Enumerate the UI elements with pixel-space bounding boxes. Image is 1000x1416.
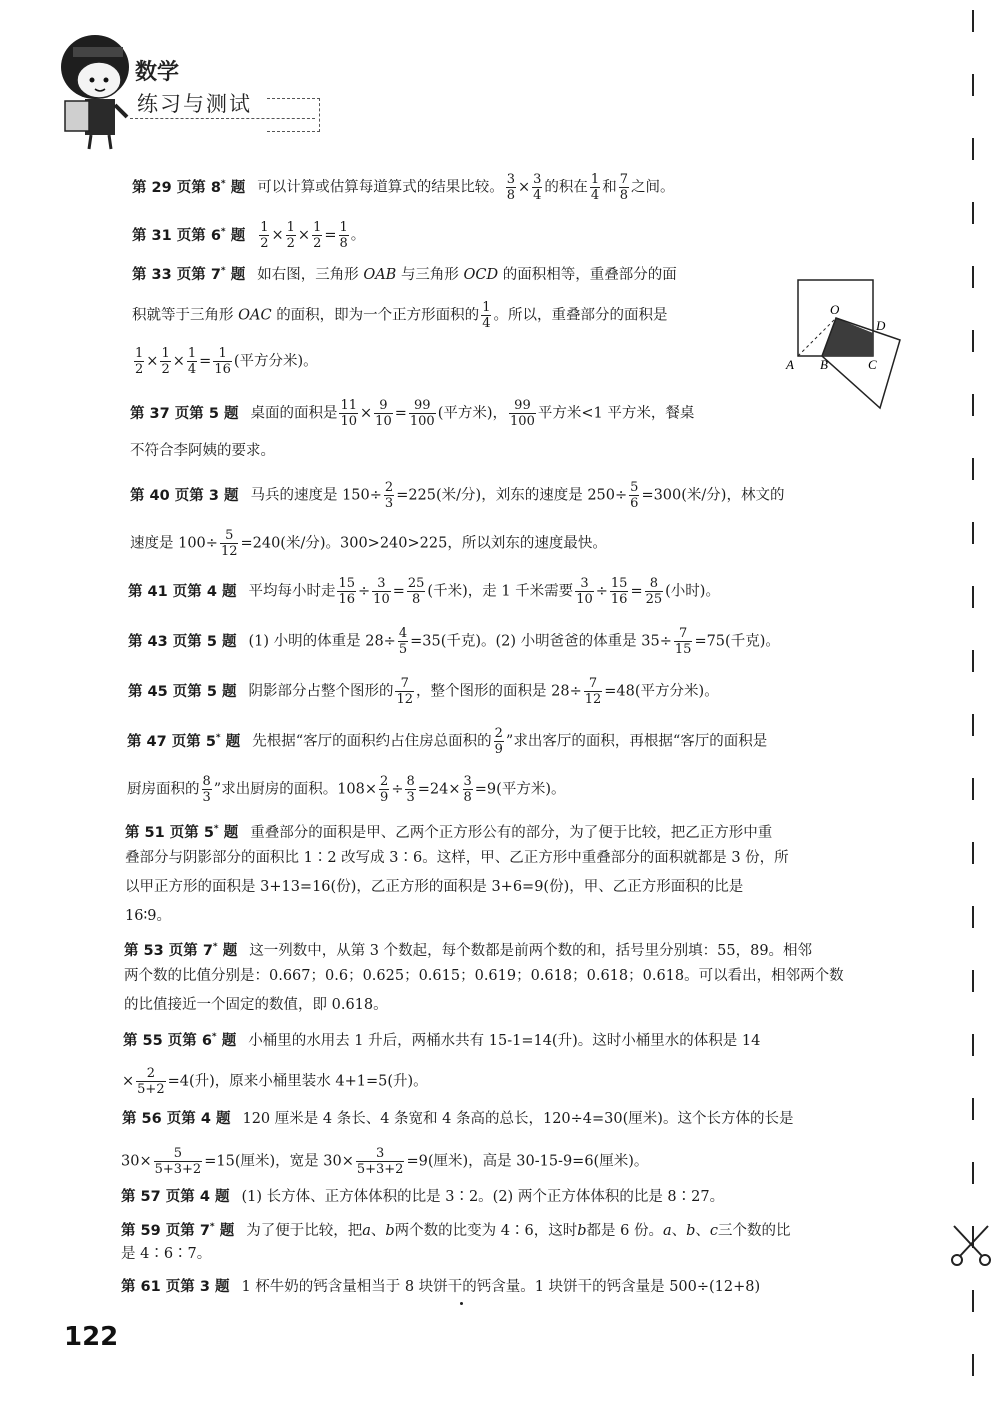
answer-p37-q5-line1: 第 37 页第 5 题 桌面的面积是 $\frac{11}{10}$ × $\frac{9}{10}$ = $\frac{99}{100}$ (平方米)， $\frac{99}{100}$ 平方米<1 平方米，餐桌	[130, 398, 695, 429]
question-label: 第 45 页第 5 题	[128, 683, 237, 700]
question-label: 第 37 页第 5 题	[130, 405, 239, 422]
label-c: C	[868, 357, 877, 372]
label-a: A	[786, 357, 794, 372]
question-label: 第 43 页第 5 题	[128, 633, 237, 650]
subject-title: 数学	[135, 60, 180, 85]
answer-p59-q7-line2: 是 4∶6∶7。	[121, 1246, 212, 1262]
answer-p31-q6: 第 31 页第 6* 题 $\frac{1}{2}$ × $\frac{1}{2}$ × $\frac{1}{2}$ = $\frac{1}{8}$ 。	[132, 220, 366, 251]
question-label: 第 53 页第 7* 题	[124, 942, 238, 959]
question-label: 第 61 页第 3 题	[121, 1279, 230, 1295]
question-label: 第 29 页第 8* 题	[132, 178, 246, 196]
question-label: 第 51 页第 5* 题	[125, 824, 239, 841]
answer-p53-q7-line3: 的比值接近一个固定的数值，即 0.618。	[124, 997, 388, 1013]
answer-p45-q5: 第 45 页第 5 题 阴影部分占整个图形的 $\frac{7}{12}$ ，整个图形的面积是 28÷ $\frac{7}{12}$ =48(平方分米)。	[128, 676, 719, 707]
answer-p51-q5-line4: 16∶9。	[125, 908, 171, 924]
answer-p53-q7-line1: 第 53 页第 7* 题 这一列数中，从第 3 个数起，每个数都是前两个数的和，括号里分别填：55，89。相邻	[124, 942, 813, 959]
ink-dot	[460, 1302, 463, 1305]
answer-p47-q5-line2: 厨房面积的 $\frac{8}{3}$ ”求出厨房的面积。108× $\frac{2}{9}$ ÷ $\frac{8}{3}$ =24× $\frac{3}{8}$ =9(平方米)。	[127, 774, 566, 805]
label-o: O	[830, 302, 840, 317]
answer-p41-q4: 第 41 页第 4 题 平均每小时走 $\frac{15}{16}$ ÷ $\frac{3}{10}$ = $\frac{25}{8}$ (千米)，走 1 千米需要 $\frac{3}{10}$ ÷ $\frac{15}{16}$ = $\frac{8}{25}$ (小时)。	[128, 576, 720, 607]
scissors-icon	[948, 1222, 994, 1268]
question-label: 第 56 页第 4 题	[122, 1111, 231, 1127]
overlapping-squares-figure	[780, 270, 920, 420]
answer-p51-q5-line2: 叠部分与阴影部分的面积比 1∶2 改写成 3∶6。这样，甲、乙正方形中重叠部分的面积就都是 3 份，所	[125, 850, 789, 866]
question-label: 第 40 页第 3 题	[130, 487, 239, 504]
question-label: 第 57 页第 4 题	[121, 1189, 230, 1205]
answer-p61-q3: 第 61 页第 3 题 1 杯牛奶的钙含量相当于 8 块饼干的钙含量。1 块饼干的钙含量是 500÷(12+8)	[121, 1279, 761, 1295]
answer-p29-q8: 第 29 页第 8* 题 可以计算或估算每道算式的结果比较。 $\frac{3}{8}$ × $\frac{3}{4}$ 的积在 $\frac{1}{4}$ 和 $\frac{7}{8}$ 之间。	[132, 172, 675, 203]
answer-p40-q3-line2: 速度是 100÷ $\frac{5}{12}$ =240(米/分)。300>240>225，所以刘东的速度最快。	[130, 528, 607, 559]
answer-p43-q5: 第 43 页第 5 题 (1) 小明的体重是 28÷ $\frac{4}{5}$ =35(千克)。(2) 小明爸爸的体重是 35÷ $\frac{7}{15}$ =75(千克)。	[128, 626, 780, 657]
cut-line	[968, 0, 978, 1416]
question-label: 第 33 页第 7* 题	[132, 266, 246, 283]
label-b: B	[820, 357, 828, 372]
question-label: 第 59 页第 7* 题	[121, 1222, 235, 1239]
label-d: D	[876, 318, 886, 333]
answer-p51-q5-line3: 以甲正方形的面积是 3+13=16(份)，乙正方形的面积是 3+6=9(份)，甲、乙正方形面积的比是	[125, 879, 744, 895]
question-label: 第 55 页第 6* 题	[123, 1032, 237, 1049]
answer-p33-q7-line1: 第 33 页第 7* 题 如右图，三角形 OAB 与三角形 OCD 的面积相等，重叠部分的面	[132, 266, 677, 283]
question-label: 第 41 页第 4 题	[128, 583, 237, 600]
answer-p51-q5-line1: 第 51 页第 5* 题 重叠部分的面积是甲、乙两个正方形公有的部分，为了便于比较，把乙正方形中重	[125, 824, 773, 841]
answer-p56-q4-line2: 30× $\frac{5}{5+3+2}$ =15(厘米)，宽是 30× $\frac{3}{5+3+2}$ =9(厘米)，高是 30-15-9=6(厘米)。	[121, 1146, 649, 1177]
answer-p40-q3-line1: 第 40 页第 3 题 马兵的速度是 150÷ $\frac{2}{3}$ =225(米/分)，刘东的速度是 250÷ $\frac{5}{6}$ =300(米/分)，林文的	[130, 480, 785, 511]
answer-p55-q6-line1: 第 55 页第 6* 题 小桶里的水用去 1 升后，两桶水共有 15-1=14(升)。这时小桶里水的体积是 14	[123, 1032, 761, 1049]
answer-p33-q7-line2: 积就等于三角形 OAC 的面积，即为一个正方形面积的 $\frac{1}{4}$ 。所以，重叠部分的面积是	[132, 300, 668, 331]
question-label: 第 31 页第 6* 题	[132, 226, 246, 244]
answer-p47-q5-line1: 第 47 页第 5* 题 先根据“客厅的面积约占住房总面积的 $\frac{2}{9}$ ”求出客厅的面积，再根据“客厅的面积是	[127, 726, 768, 757]
question-label: 第 47 页第 5* 题	[127, 732, 241, 750]
answer-p33-q7-line3: $\frac{1}{2}$ × $\frac{1}{2}$ × $\frac{1}{4}$ = $\frac{1}{16}$ (平方分米)。	[135, 346, 318, 377]
answer-p59-q7-line1: 第 59 页第 7* 题 为了便于比较，把a、b两个数的比变为 4∶6，这时b都是 6 份。a、b、c三个数的比	[121, 1222, 791, 1239]
answer-p57-q4: 第 57 页第 4 题 (1) 长方体、正方体体积的比是 3∶2。(2) 两个正方体体积的比是 8∶27。	[121, 1189, 725, 1205]
answer-p37-q5-line2: 不符合李阿姨的要求。	[130, 443, 275, 459]
answer-p56-q4-line1: 第 56 页第 4 题 120 厘米是 4 条长、4 条宽和 4 条高的总长，120÷4=30(厘米)。这个长方体的长是	[122, 1111, 794, 1127]
page-number: 122	[64, 1322, 119, 1352]
answer-p53-q7-line2: 两个数的比值分别是：0.667；0.6；0.625；0.615；0.619；0.618；0.618；0.618。可以看出，相邻两个数	[124, 968, 844, 984]
answer-p55-q6-line2: × $\frac{2}{5+2}$ =4(升)，原来小桶里装水 4+1=5(升)。	[122, 1066, 428, 1097]
book-title: 练习与测试	[137, 92, 252, 116]
